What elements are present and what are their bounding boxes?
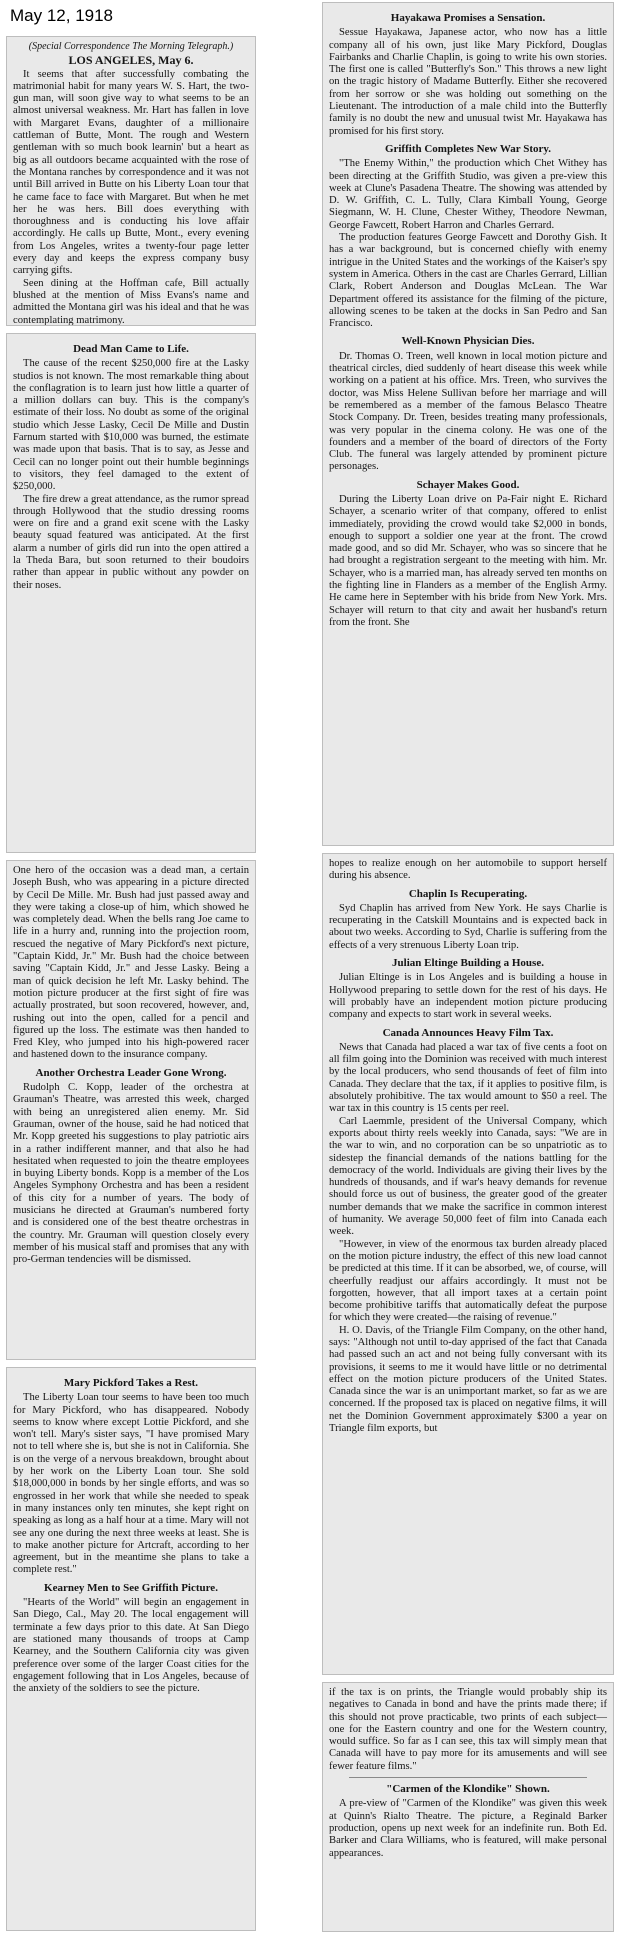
- paragraph: The production features George Fawcett and Dorothy Gish. It has a war background, but is concerned chiefly with enemy intrigue in the United States and the workings of the Kaiser's spy system in America. Others in the cast are Charles Gerrard, Lillian Clark, Robert Anderson and Douglas McLean. The War Department offered its assistance for the filming of the picture, allowing scenes to be taken at the docks in San Pedro and San Francisco.: [329, 232, 607, 330]
- paragraph: A pre-view of "Carmen of the Klondike" was given this week at Quinn's Rialto Theatre. The picture, a Reginald Barker production, opens up next week for an indefinite run. Both Ed. Barker and Clara Williams, who is featured, will make personal appearances.: [329, 1798, 607, 1859]
- clipping-hart-romance: [6, 36, 256, 326]
- paragraph: During the Liberty Loan drive on Pa-Fair night E. Richard Schayer, a scenario writer of that company, offered to enlist immediately, providing the crowd would take $2,000 in bonds, enough to support a soldier one year at the front. The crowd made good, and so did Mr. Schayer, who was so sincere that he had brought a registration sergeant to the meeting with him. Mr. Schayer, who is a married man, has already served ten months on the fighting line in Flanders as a member of the English Army. He came here in September with his bride from New York. Mrs. Schayer will return to that city and await her husband's return from the front. She: [329, 493, 607, 628]
- clipping-dead-man: [6, 333, 256, 853]
- article-heading: Well-Known Physician Dies.: [401, 335, 535, 348]
- paragraph: It seems that after successfully combating the matrimonial habit for many years W. S. Hart, the two-gun man, will soon give way to what seems to be an almost universal weakness. Mr. Hart has fallen in love with Margaret Evans, daughter of a millionaire cattleman of Butte, Mont. The rough and Western gentleman with so much book learnin' but a heart as big as all outdoors became acquainted with the rose of the Montana ranches by correspondence and it was not until Bill arrived in Butte on his Liberty Loan tour that he came face to face with Margaret. But when he met her he was hers. Bill does everything with thoroughness and is conducting his love affair accordingly. He calls up Butte, Mont., every evening from Los Angeles, writes a twenty-four page letter every day and keeps the express company busy carrying gifts.: [13, 68, 249, 277]
- paragraph: The Liberty Loan tour seems to have been too much for Mary Pickford, who has disappeared. Nobody seems to know where except Lottie Pickford, and she won't tell. Mary's sister says, "I have promised Mary not to tell where she is, but she is not in California. She is on the verge of a nervous breakdown, brought about by her work on the Liberty Loan tour. She sold $18,000,000 in bonds by her single efforts, and was so engrossed in her work that while she needed to speak in many instances only ten minutes, she kept right on speaking as long as a half hour at a time. Mary will not see any one during the next three weeks at least. She is to make another picture for Artcraft, according to her agreement, but in the meantime she plans to take a complete rest.": [13, 1392, 249, 1576]
- article-heading: Schayer Makes Good.: [416, 478, 520, 491]
- paragraph: if the tax is on prints, the Triangle would probably ship its negatives to Canada in bond and have the prints made there; if this should not prove practicable, two prints of each subject—one for the Eastern country and one for the Western country, would suffice. So far as I can see, this tax will simply mean that Canada will have to pay more for its amusements and will see fewer feature films.": [329, 1687, 607, 1772]
- clipping-chaplin-eltinge-canada: [322, 853, 614, 1675]
- clipping-pickford-kearney: [6, 1367, 256, 1931]
- page-date: May 12, 1918: [10, 6, 114, 25]
- correspondence-credit: (Special Correspondence The Morning Telegraph.): [28, 41, 234, 52]
- article-heading: Chaplin Is Recuperating.: [408, 887, 528, 900]
- paragraph: H. O. Davis, of the Triangle Film Company, on the other hand, says: "Although not until to-day apprised of the fact that Canada had passed such an act and not being fully conversant with its provisions, it seems to me it would have little or no detrimental effect on the motion picture producers of the United States. Canada since the war is an unimportant market, so far as we are concerned. If the proposed tax is placed on negative films, it will net the Dominion Government approximately $300 a year on Triangle film exports, but: [329, 1324, 607, 1435]
- article-heading: Mary Pickford Takes a Rest.: [63, 1377, 199, 1389]
- paragraph: One hero of the occasion was a dead man, a certain Joseph Bush, who was appearing in a picture directed by Cecil De Mille. Mr. Bush had just passed away and they were taking a close-up of him, which showed he was completely dead. When the bells rang Joe came to life in a hurry and, running into the projection room, rescued the negative of Mary Pickford's next picture, "Captain Kidd, Jr." Mr. Bush had the choice between saving "Captain Kidd, Jr." and Jesse Lasky. Being a man of quick decision he left Mr. Lasky behind. The motion picture producer at the first sight of fire was actually prostrated, but soon recovered, however, and, rushing out into the open, called for a pencil and figured up the loss. The estimate was then handed to Fred Kley, who jumped into his high-powered racer and hastened down to the insurance company.: [13, 865, 249, 1061]
- article-heading: "Carmen of the Klondike" Shown.: [386, 1783, 550, 1796]
- clipping-hayakawa-griffith-treen-schayer: [322, 2, 614, 846]
- paragraph: Dr. Thomas O. Treen, well known in local motion picture and theatrical circles, died suddenly of heart disease this week while working on a patient at his office. Mrs. Treen, who survives the doctor, was Miss Helene Sullivan before her marriage and will be remembered as a member of the famous Belasco Theatre Stock Company. Dr. Treen, besides treating many professionals, was very popular in the cinema colony. He was one of the founders and a member of the board of directors of the Forty Club. The funeral was largely attended by prominent picture personages.: [329, 350, 607, 473]
- article-heading: Canada Announces Heavy Film Tax.: [382, 1026, 554, 1039]
- paragraph: Julian Eltinge is in Los Angeles and is building a house in Hollywood preparing to settle down for the rest of his days. He will probably have an independent motion picture producing company and expects to start work in several weeks.: [329, 972, 607, 1021]
- paragraph: "Hearts of the World" will begin an engagement in San Diego, Cal., May 20. The local engagement will terminate a few days prior to this date. At San Diego are stationed many thousands of troops at Camp Kearney, and the Southern California city was given preference over some of the larger Coast cities for the engagement following that in Los Angeles, because of the anxiety of the soldiers to see the picture.: [13, 1597, 249, 1695]
- paragraph: hopes to realize enough on her automobile to support herself during his absence.: [329, 858, 607, 882]
- clipping-continuation-orchestra: [6, 860, 256, 1360]
- article-heading: Dead Man Came to Life.: [73, 343, 189, 355]
- paragraph: The fire drew a great attendance, as the rumor spread through Hollywood that the studio dressing rooms were on fire and a grand exit scene with the Lasky beauty squad featured was anticipated. At the first alarm a number of girls did run into the open attired a la Theda Bara, but soon returned to their boudoirs rather than appear in public without any powder on their noses.: [13, 493, 249, 591]
- clipping-triangle-carmen: [322, 1682, 614, 1932]
- article-heading: Kearney Men to See Griffith Picture.: [44, 1581, 218, 1594]
- article-heading: Hayakawa Promises a Sensation.: [390, 12, 546, 24]
- paragraph: Sessue Hayakawa, Japanese actor, who now has a little company all of his own, just like Mary Pickford, Douglas Fairbanks and Charlie Chaplin, is going to write his own stories. The first one is called "Butterfly's Son." This throws a new light on the tragic history of Madame Butterfly. Either she recovered from her sorrow or she was holding out something on the Lieutenant. The introduction of a male child into the Butterfly family is no doubt the new and unusual twist Mr. Hayakawa has promised for his first story.: [329, 27, 607, 137]
- paragraph: Carl Laemmle, president of the Universal Company, which exports about thirty reels weekly into Canada, says: "We are in the war to win, and no corporation can be so unpatriotic as to sidestep the financial demands of the nations battling for the democracy of the world. Individuals are giving their lives by the hundreds of thousands, and if war's heavy demands for revenue should force us out of business, the greater good of the greater number demands that we make the sacrifice in common interest of humanity. We average 50,000 feet of film into Canada each week.: [329, 1115, 607, 1238]
- dateline: LOS ANGELES, May 6.: [68, 53, 194, 68]
- paragraph: Syd Chaplin has arrived from New York. He says Charlie is recuperating in the Catskill Mountains and is expected back in about two weeks. According to Syd, Charlie is suffering from the effects of a very strenuous Liberty Loan trip.: [329, 902, 607, 951]
- paragraph: Rudolph C. Kopp, leader of the orchestra at Grauman's Theatre, was arrested this week, charged with being an unregistered alien enemy. Mr. Sid Grauman, owner of the house, said he had noticed that Mr. Kopp greeted his suggestions to play patriotic airs in a rather indifferent manner, and that also he had hesitated when requested to join the theatre employees in buying Liberty bonds. Kopp is a member of the Los Angeles Symphony Orchestra and has been a resident of this city for a number of years. The body of musicians he directed at Grauman's numbered forty and is considered one of the best theatre orchestras in the country. Mr. Grauman will question closely every member of his musical staff and promises that any with pro-German tendencies will be dismissed.: [13, 1082, 249, 1266]
- paragraph: Seen dining at the Hoffman cafe, Bill actually blushed at the mention of Miss Evans's name and admitted the Montana girl was his ideal and that he was contemplating matrimony.: [13, 277, 249, 326]
- article-heading: Julian Eltinge Building a House.: [392, 957, 544, 970]
- article-heading: Griffith Completes New War Story.: [384, 142, 552, 155]
- paragraph: "The Enemy Within," the production which Chet Withey has been directing at the Griffith Studio, was given a pre-view this week at Clune's Pasadena Theatre. The showing was attended by D. W. Griffith, C. L. Tully, Clara Kimball Young, George Siegmann, W. H. Clune, Chester Withey, Theodore Newman, George Fawcett, Robert Harron and Charles Gerrard.: [329, 158, 607, 231]
- paragraph: "However, in view of the enormous tax burden already placed on the motion picture industry, the effect of this new load cannot be predicted at this time. If it can be absorbed, we, of course, will cheerfully readjust our affairs accordingly. It must not be forgotten, however, that all import taxes at a certain point become prohibitive tariffs that automatically defeat the purpose for which they were created—the raising of revenue.": [329, 1238, 607, 1324]
- paragraph: News that Canada had placed a war tax of five cents a foot on all film going into the Dominion was received with much interest by the local producers, who send thousands of feet of film into Canada. They declare that the tax, if it applies to positive film, is absolutely prohibitive. The tax would amount to $50 a reel. The war tax in this country is 15 cents per reel.: [329, 1041, 607, 1115]
- article-heading: Another Orchestra Leader Gone Wrong.: [35, 1066, 227, 1079]
- divider: [349, 1777, 587, 1778]
- paragraph: The cause of the recent $250,000 fire at the Lasky studios is not known. The most remarkable thing about the conflagration is to learn just how little a quarter of a million dollars can buy. This is the company's estimate of their loss. No doubt as some of the original studio which Jesse Lasky, Cecil De Mille and Dustin Farnum started with $10,000 was burned, the estimate was made upon that basis. That is to say, as Jesse and Cecil can no longer point out their humble beginnings to visitors, they feel damaged to the extent of $250,000.: [13, 358, 249, 493]
